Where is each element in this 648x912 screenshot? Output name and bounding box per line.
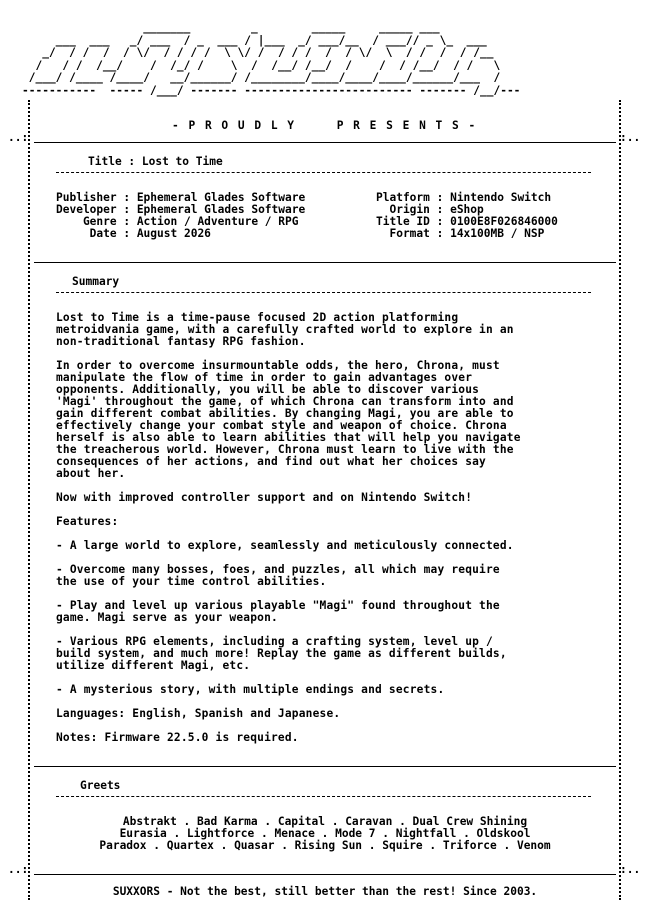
greets-underline: [56, 796, 591, 797]
divider-line: [34, 262, 616, 263]
info-format: Format : 14x100MB / NSP: [376, 227, 545, 240]
divider-line: [34, 142, 616, 143]
info-platform: Platform : Nintendo Switch: [376, 191, 552, 204]
divider-corner-left: ..:: [8, 131, 29, 144]
feature-item: - Play and level up various playable "Magi" found throughout the game. Magi serve as your weapon.: [56, 599, 500, 624]
greets-list: [34, 816, 616, 852]
info-origin: Origin : eShop: [376, 203, 484, 216]
feature-item: - Various RPG elements, including a crafting system, level up / build system, and much more! Replay the game as different builds, utilize different Magi, etc.: [56, 635, 507, 672]
info-title-id: Title ID : 0100E8F026846000: [376, 215, 558, 228]
summary-paragraph: In order to overcome insurmountable odds, the hero, Chrona, must manipulate the flow of time in order to gain advantages over opponents. Additionally, you will be able to discover various 'Magi' throughout the game, of which Chrona can transform into and gain different combat abilities. By changing Magi, you are able to effectively change your combat style and weapon of choice. Chrona herself is also able to learn abilities that will help you navigate the treacherous world. However, Chrona must learn to live with the consequences of her actions, and find out what her choices say about her.: [56, 359, 521, 480]
summary-paragraph: Now with improved controller support and on Nintendo Switch!: [56, 491, 473, 504]
summary-paragraph: Lost to Time is a time-pause focused 2D action platforming metroidvania game, with a carefully crafted world to explore in an non-traditional fantasy RPG fashion.: [56, 311, 514, 348]
release-info-left: [56, 192, 305, 240]
divider-line: [34, 874, 616, 875]
greets-heading: Greets: [80, 779, 121, 792]
footer-tagline: SUXXORS - Not the best, still better than the rest! Since 2003.: [112, 885, 538, 898]
notes-line: Notes: Firmware 22.5.0 is required.: [56, 731, 299, 744]
info-developer: Developer : Ephemeral Glades Software: [56, 203, 306, 216]
title-underline: [56, 172, 591, 173]
summary-underline: [56, 292, 591, 293]
info-genre: Genre : Action / Adventure / RPG: [56, 215, 299, 228]
divider-corner-right: :..: [620, 863, 641, 876]
divider-line: [34, 766, 616, 767]
feature-item: - A large world to explore, seamlessly and meticulously connected.: [56, 539, 514, 552]
presents-banner: - P R O U D L Y P R E S E N T S -: [172, 119, 477, 132]
release-info-right: [376, 192, 558, 240]
group-logo-ascii-art: _______ _ _____ _____ ___ ___ ___ _/ ___ / _ ___ / |___ _/ ___/__ / ___// _ \_ ___ _/ / / / / \/ / / / / \ \/ / / / / / / \/ \ / / / / /__ / / / /__/ / /_/ / \ / /__/ /__/ / / / /__/ / / \ /___/ /____ /____/ __/______/ /________/____/____/____/______/___ / ----------- ----- /___/ ------- ------------------------- ------- /__/---: [22, 21, 521, 97]
divider-corner-left: ..:: [8, 863, 29, 876]
info-publisher: Publisher : Ephemeral Glades Software: [56, 191, 306, 204]
features-heading: Features:: [56, 515, 119, 528]
summary-heading: Summary: [72, 275, 120, 288]
frame-left-border: [28, 100, 30, 900]
greets-line: Abstrakt . Bad Karma . Capital . Caravan . Dual Crew Shining: [122, 815, 528, 828]
feature-item: - A mysterious story, with multiple endings and secrets.: [56, 683, 445, 696]
feature-item: - Overcome many bosses, foes, and puzzles, all which may require the use of your time control abilities.: [56, 563, 500, 588]
greets-line: Paradox . Quartex . Quasar . Rising Sun . Squire . Triforce . Venom: [99, 839, 551, 852]
languages-line: Languages: English, Spanish and Japanese.: [56, 707, 341, 720]
release-title: Title : Lost to Time: [88, 155, 223, 168]
divider-corner-right: :..: [620, 131, 641, 144]
greets-line: Eurasia . Lightforce . Menace . Mode 7 . Nightfall . Oldskool: [119, 827, 531, 840]
info-date: Date : August 2026: [56, 227, 211, 240]
